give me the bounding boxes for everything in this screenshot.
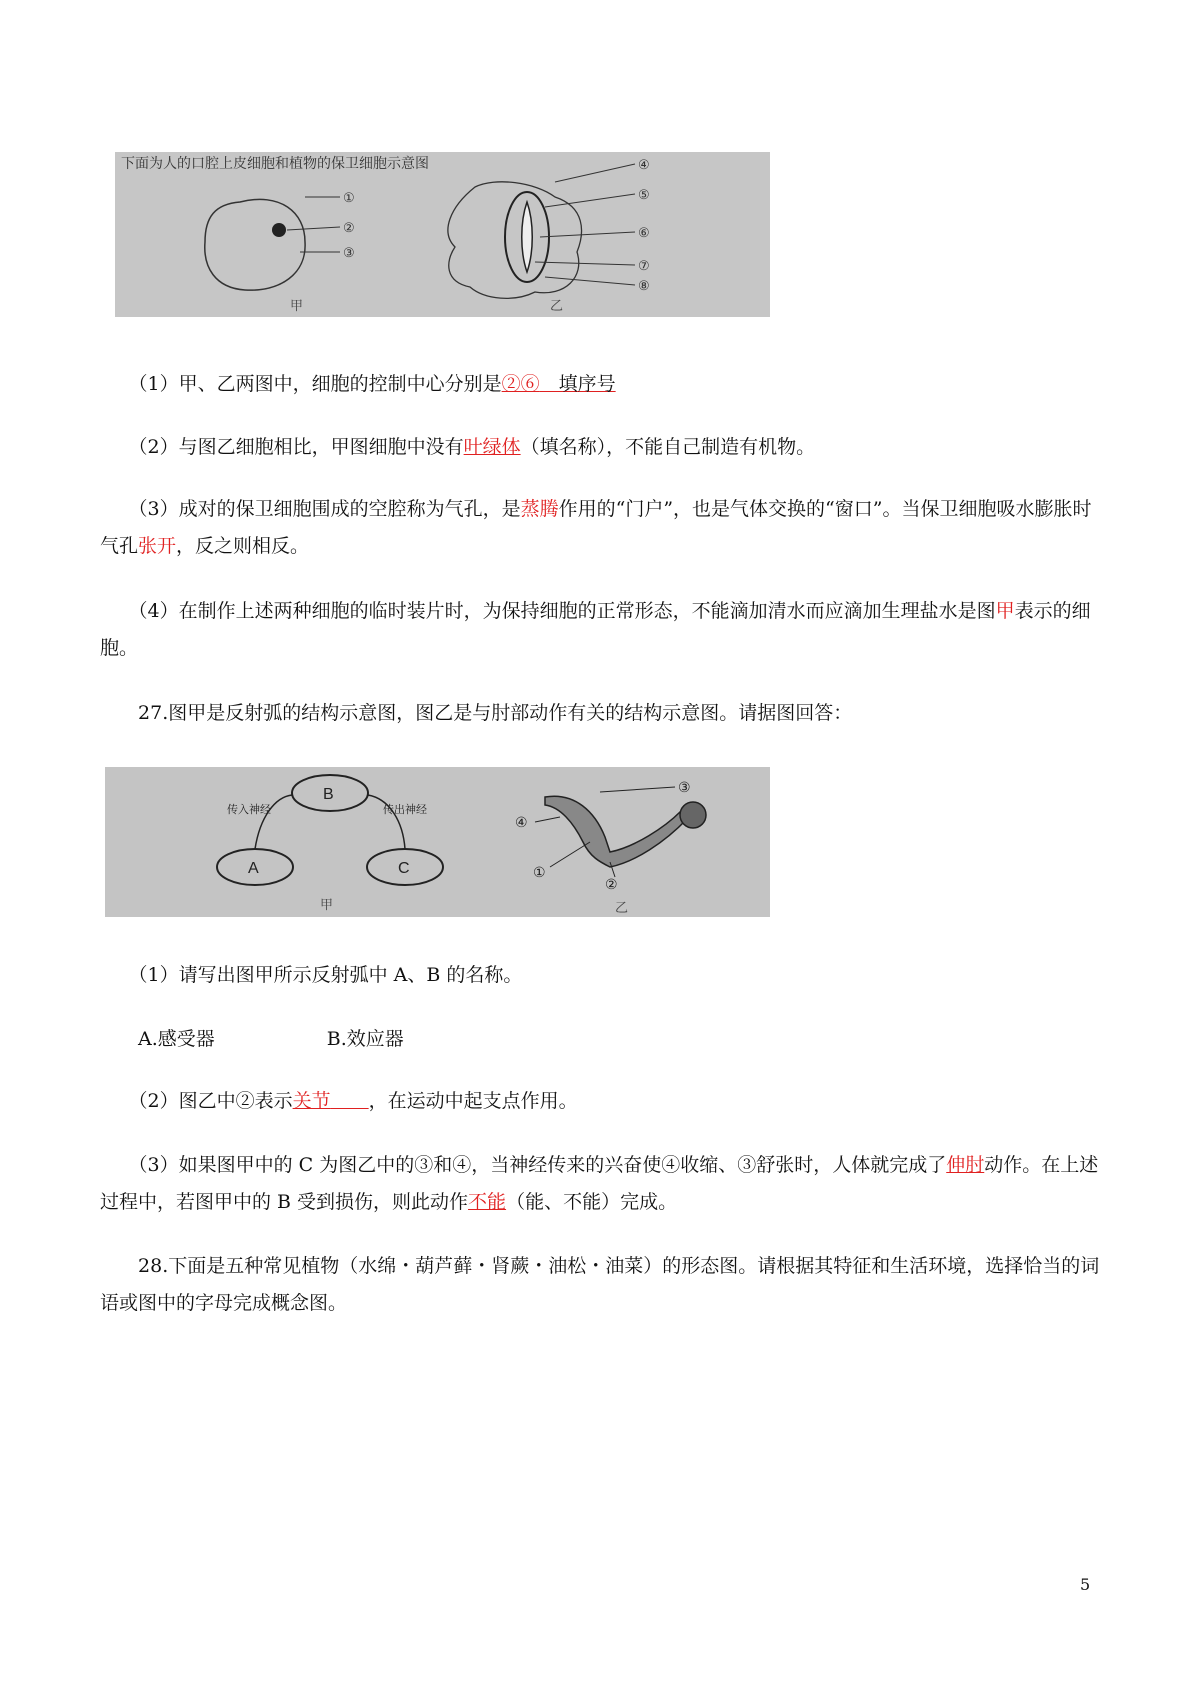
node-a-label: A xyxy=(248,860,259,877)
q27-part3: （3）如果图甲中的 C 为图乙中的③和④，当神经传来的兴奋使④收缩、③舒张时，人体就完成了伸肘动作。在上述过程中，若图甲中的 B 受到损伤，则此动作不能（能、不能）完成。 xyxy=(100,1154,1099,1213)
q26-part1: （1）甲、乙两图中，细胞的控制中心分别是②⑥ 填序号 xyxy=(138,373,616,395)
q27-part2: （2）图乙中②表示关节 ，在运动中起支点作用。 xyxy=(138,1090,578,1112)
node-b-label: B xyxy=(323,786,334,803)
answer-chloroplast: 叶绿体 xyxy=(463,436,521,458)
cheek-cell-nucleus xyxy=(272,223,286,237)
afferent-label: 传入神经 xyxy=(227,804,271,816)
figure2-label-jia: 甲 xyxy=(320,898,334,913)
q28-stem: 28.下面是五种常见植物（水绵・葫芦藓・肾蕨・油松・油菜）的形态图。请根据其特征和生活环境，选择恰当的词语或图中的字母完成概念图。 xyxy=(100,1255,1100,1314)
figure1-label-jia: 甲 xyxy=(290,299,304,314)
callout-2: ② xyxy=(343,221,355,236)
callout-3: ③ xyxy=(343,246,355,261)
answer-b: B.效应器 xyxy=(326,1028,404,1050)
cell-diagram-svg xyxy=(115,152,770,317)
answer-extend-elbow: 伸肘 xyxy=(946,1154,985,1176)
figure1-caption: 下面为人的口腔上皮细胞和植物的保卫细胞示意图 xyxy=(121,155,429,171)
elbow-callout-2: ② xyxy=(605,877,618,893)
q27-stem: 27.图甲是反射弧的结构示意图，图乙是与肘部动作有关的结构示意图。请据图回答： xyxy=(138,702,853,724)
figure2-label-yi: 乙 xyxy=(615,901,629,916)
page-number: 5 xyxy=(1080,1575,1091,1594)
efferent-label: 传出神经 xyxy=(383,804,427,816)
callout-8: ⑧ xyxy=(638,279,650,294)
callout-6: ⑥ xyxy=(638,226,650,241)
callout-7: ⑦ xyxy=(638,259,650,274)
answer-open: 张开 xyxy=(138,535,177,557)
elbow-callout-4: ④ xyxy=(515,815,528,831)
ball-in-hand xyxy=(680,802,706,828)
answer-control-center: ②⑥ xyxy=(501,373,540,395)
reflex-arc-svg xyxy=(105,767,770,917)
elbow-callout-3: ③ xyxy=(678,780,691,796)
cell-diagram-figure xyxy=(115,152,770,317)
answer-a: A.感受器 xyxy=(138,1028,215,1050)
node-c-label: C xyxy=(398,860,410,877)
callout-5: ⑤ xyxy=(638,188,650,203)
q27-answers xyxy=(138,1021,738,1058)
figure1-label-yi: 乙 xyxy=(550,299,564,314)
answer-transpiration: 蒸腾 xyxy=(520,498,559,520)
answer-cannot: 不能 xyxy=(468,1191,507,1213)
q26-part2: （2）与图乙细胞相比，甲图细胞中没有叶绿体（填名称），不能自己制造有机物。 xyxy=(138,436,816,458)
answer-jia: 甲 xyxy=(995,600,1015,622)
callout-4: ④ xyxy=(638,158,650,173)
q26-part3: （3）成对的保卫细胞围成的空腔称为气孔，是蒸腾作用的“门户”，也是气体交换的“窗口”。当保卫细胞吸水膨胀时气孔张开，反之则相反。 xyxy=(100,498,1092,557)
answer-joint: 关节 xyxy=(292,1090,331,1112)
q26-part4: （4）在制作上述两种细胞的临时装片时，为保持细胞的正常形态，不能滴加清水而应滴加生理盐水是图甲表示的细胞。 xyxy=(100,600,1091,659)
q27-part1: （1）请写出图甲所示反射弧中 A、B 的名称。 xyxy=(138,964,523,986)
reflex-arc-figure xyxy=(105,767,770,917)
callout-1: ① xyxy=(343,191,355,206)
elbow-callout-1: ① xyxy=(533,865,546,881)
